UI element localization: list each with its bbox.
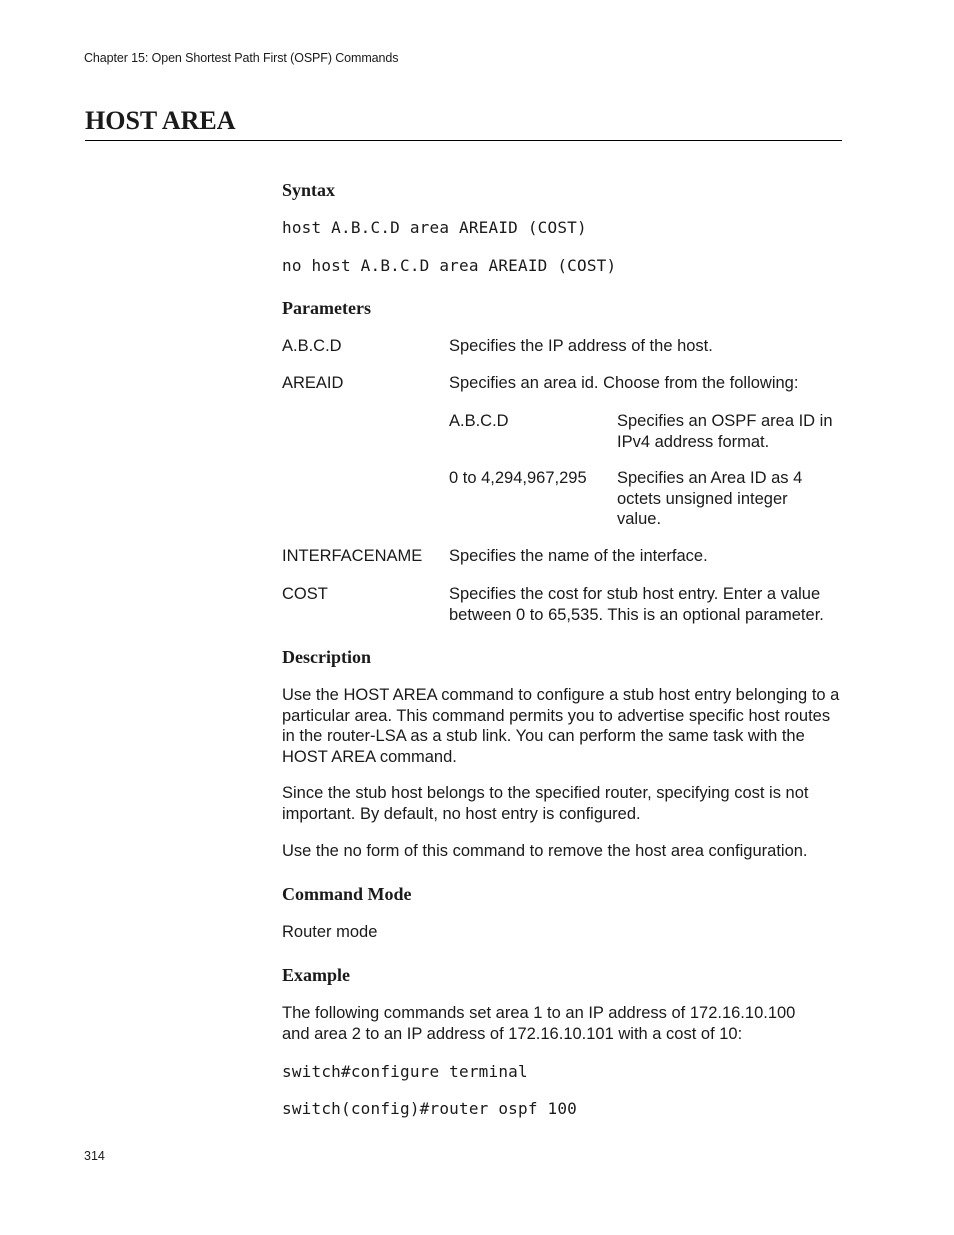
description-heading: Description [282, 647, 371, 667]
command-mode-heading: Command Mode [282, 884, 412, 904]
syntax-line-host: host A.B.C.D area AREAID (COST) [282, 218, 587, 237]
subparam-name-range: 0 to 4,294,967,295 [449, 469, 587, 487]
param-desc-abcd: Specifies the IP address of the host. [449, 337, 713, 355]
param-name-cost: COST [282, 585, 328, 603]
description-paragraph: Use the no form of this command to remove the host area configuration. [282, 842, 808, 860]
subparam-name-abcd: A.B.C.D [449, 412, 509, 430]
example-code-line: switch#configure terminal [282, 1062, 528, 1081]
command-mode-text: Router mode [282, 923, 378, 941]
subparam-desc-abcd: Specifies an OSPF area ID in IPv4 address format. [617, 412, 833, 451]
param-name-interfacename: INTERFACENAME [282, 547, 423, 565]
param-name-areaid: AREAID [282, 374, 344, 392]
page-number: 314 [84, 1149, 105, 1163]
example-heading: Example [282, 965, 351, 985]
description-paragraph: Use the HOST AREA command to configure a stub host entry belonging to a particular area. This command permits you to advertise specific host routes in the router-LSA as a stub link. You can perform the same task with the HOST AREA command. [282, 686, 840, 766]
example-text: The following commands set area 1 to an IP address of 172.16.10.100 and area 2 to an IP address of 172.16.10.101 with a cost of 10: [282, 1004, 796, 1043]
example-code-line: switch(config)#router ospf 100 [282, 1099, 577, 1118]
param-name-abcd: A.B.C.D [282, 337, 342, 355]
param-desc-cost: Specifies the cost for stub host entry. Enter a value between 0 to 65,535. This is an optional parameter. [449, 585, 824, 624]
param-desc-interfacename: Specifies the name of the interface. [449, 547, 708, 565]
running-header: Chapter 15: Open Shortest Path First (OSPF) Commands [84, 51, 399, 65]
page-title: HOST AREA [85, 106, 236, 135]
param-desc-areaid: Specifies an area id. Choose from the following: [449, 374, 799, 392]
description-paragraph: Since the stub host belongs to the specified router, specifying cost is not important. By default, no host entry is configured. [282, 784, 809, 823]
syntax-heading: Syntax [282, 180, 336, 200]
title-rule [85, 140, 842, 141]
syntax-line-no-host: no host A.B.C.D area AREAID (COST) [282, 256, 617, 275]
subparam-desc-range: Specifies an Area ID as 4 octets unsigned integer value. [617, 469, 803, 528]
parameters-heading: Parameters [282, 298, 371, 318]
